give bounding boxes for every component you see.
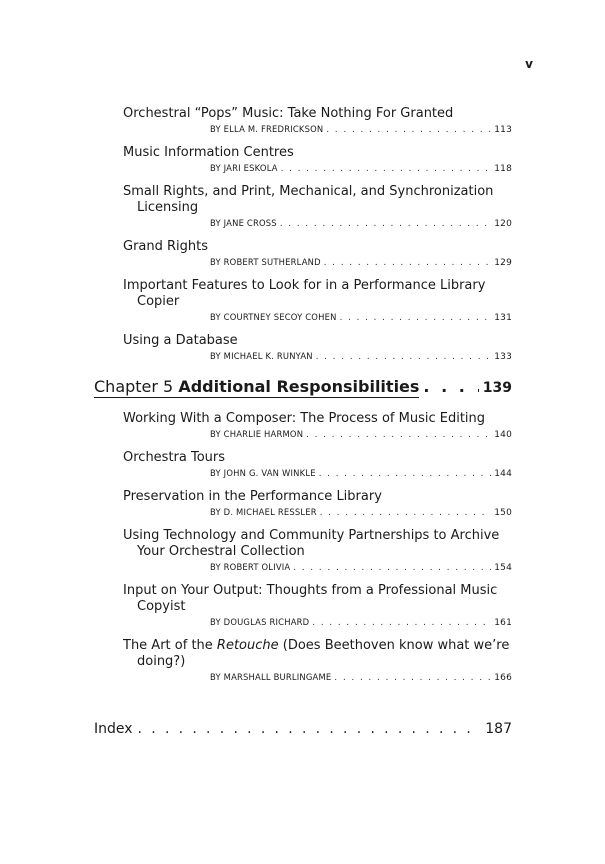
entry-author: BY DOUGLAS RICHARD: [210, 617, 310, 627]
chapter-label: Chapter 5: [94, 377, 174, 396]
chapter-label-group: [94, 377, 419, 398]
toc-entry: [123, 638, 512, 684]
entry-title-italic: Retouche: [216, 638, 279, 653]
dot-leader: [326, 123, 491, 135]
entry-byline: [210, 561, 512, 574]
entry-title: Orchestra Tours: [123, 450, 226, 465]
index-page: 187: [485, 721, 512, 737]
entry-byline: [210, 256, 512, 269]
dot-leader: [138, 721, 481, 737]
entry-page: 166: [494, 673, 512, 683]
entry-byline: [210, 671, 512, 684]
entry-byline: [210, 123, 512, 136]
chapter-title: Additional Responsibilities: [178, 377, 420, 396]
toc-entry: [123, 239, 512, 269]
chapter-page: 139: [482, 380, 512, 396]
dot-leader: [334, 671, 491, 683]
entry-author: BY ROBERT OLIVIA: [210, 562, 291, 572]
entry-title: Using a Database: [123, 333, 238, 348]
entry-byline: [210, 467, 512, 480]
toc-entry: [123, 411, 512, 441]
dot-leader: [340, 311, 492, 323]
chapter-heading: [94, 377, 512, 398]
entry-author: BY ELLA M. FREDRICKSON: [210, 124, 324, 134]
dot-leader: [319, 467, 492, 479]
entry-page: 140: [494, 430, 512, 440]
entry-title: Important Features to Look for in a Performance Library Copier: [123, 278, 486, 309]
entry-page: 113: [494, 125, 512, 135]
entry-byline: [210, 311, 512, 324]
entry-page: 144: [494, 469, 512, 479]
entry-byline: [210, 428, 512, 441]
dot-leader: [320, 506, 491, 518]
toc-entry: [123, 278, 512, 324]
entry-author: BY ROBERT SUTHERLAND: [210, 257, 321, 267]
entry-page: 161: [494, 618, 512, 628]
dot-leader: [293, 561, 491, 573]
toc-entry: [123, 528, 512, 574]
entry-author: BY MICHAEL K. RUNYAN: [210, 351, 313, 361]
entry-title: Music Information Centres: [123, 145, 294, 160]
entry-author: BY CHARLIE HARMON: [210, 429, 304, 439]
entry-author: BY JOHN G. VAN WINKLE: [210, 468, 316, 478]
dot-leader: [423, 377, 478, 396]
page-number: v: [525, 57, 533, 71]
entry-title: Preservation in the Performance Library: [123, 489, 382, 504]
toc-entry: [123, 450, 512, 480]
entry-title: Orchestral “Pops” Music: Take Nothing For Granted: [123, 106, 454, 121]
index-entry: [94, 721, 512, 737]
dot-leader: [306, 428, 491, 440]
entry-author: BY D. MICHAEL RESSLER: [210, 507, 317, 517]
entry-page: 154: [494, 563, 512, 573]
entry-page: 129: [494, 258, 512, 268]
entry-title: Small Rights, and Print, Mechanical, and Synchronization Licensing: [123, 184, 494, 215]
entry-title-suffix: (Does Beethoven know what we’re doing?): [137, 638, 510, 669]
entry-byline: [210, 506, 512, 519]
entry-author: BY JARI ESKOLA: [210, 163, 278, 173]
toc-entry: [123, 106, 512, 136]
index-label: Index: [94, 721, 133, 737]
entry-author: BY COURTNEY SECOY COHEN: [210, 312, 337, 322]
dot-leader: [324, 256, 491, 268]
toc-entry: [123, 583, 512, 629]
entry-title: Using Technology and Community Partnerships to Archive Your Orchestral Collection: [123, 528, 500, 559]
entry-title: [123, 638, 512, 670]
entry-byline: [210, 350, 512, 363]
entry-title: Grand Rights: [123, 239, 209, 254]
dot-leader: [312, 616, 491, 628]
toc-entry: [123, 333, 512, 363]
entry-byline: [210, 162, 512, 175]
entry-author: BY JANE CROSS: [210, 218, 277, 228]
entry-byline: [210, 217, 512, 230]
entry-title: Input on Your Output: Thoughts from a Professional Music Copyist: [123, 583, 498, 614]
toc-entry: [123, 184, 512, 230]
toc-entry: [123, 489, 512, 519]
dot-leader: [280, 217, 491, 229]
entry-page: 150: [494, 508, 512, 518]
entry-byline: [210, 616, 512, 629]
dot-leader: [316, 350, 491, 362]
dot-leader: [281, 162, 492, 174]
entry-page: 133: [494, 352, 512, 362]
toc-entry: [123, 145, 512, 175]
entry-page: 131: [494, 313, 512, 323]
entry-page: 120: [494, 219, 512, 229]
entry-title-prefix: The Art of the: [123, 638, 217, 653]
entry-page: 118: [494, 164, 512, 174]
entry-title: Working With a Composer: The Process of Music Editing: [123, 411, 486, 426]
entry-author: BY MARSHALL BURLINGAME: [210, 672, 332, 682]
